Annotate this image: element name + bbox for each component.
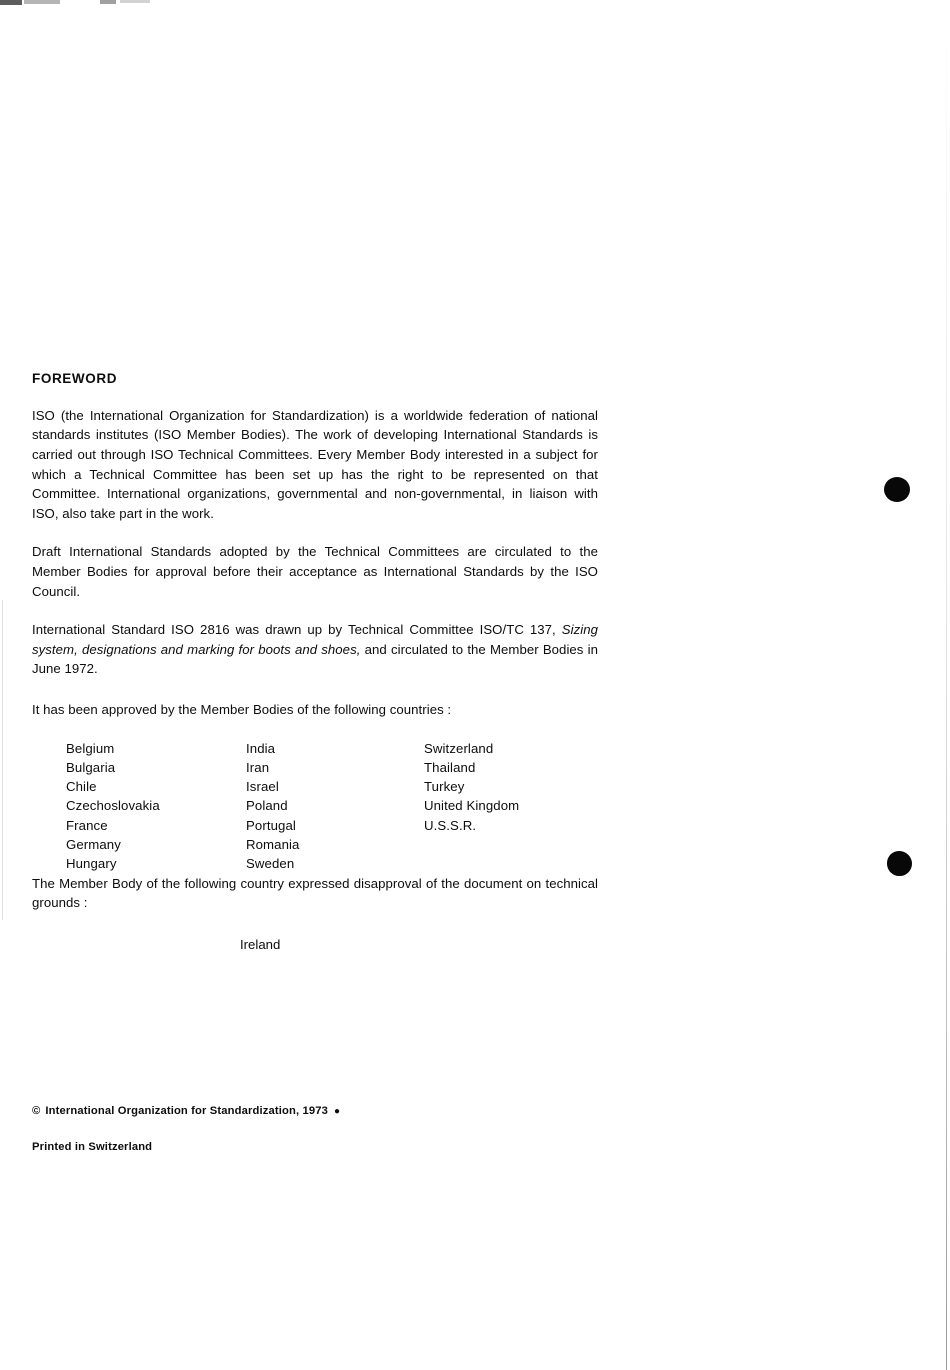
country-item: India <box>246 740 276 756</box>
country-item: Portugal <box>246 817 296 833</box>
country-item: Turkey <box>424 779 465 795</box>
country-item: Bulgaria <box>66 759 116 775</box>
country-item: U.S.S.R. <box>424 817 477 833</box>
scan-edge-line <box>946 0 947 1370</box>
country-item: Czechoslovakia <box>66 798 160 814</box>
scan-artifact-mark <box>0 0 22 5</box>
country-item: Hungary <box>66 856 117 872</box>
paragraph-standard-origin <box>32 620 598 679</box>
approving-countries-list <box>32 739 598 874</box>
page-title: FOREWORD <box>32 371 118 386</box>
disapproval-intro-text: The Member Body of the following country expressed disapproval of the document on technical grounds : <box>32 875 598 911</box>
country-item: Iran <box>246 759 270 775</box>
disapproving-country-item: Ireland <box>240 936 281 952</box>
standard-origin-after: and circulated to the Member Bodies in June 1972. <box>32 641 598 677</box>
scan-artifact-mark <box>100 0 116 4</box>
paragraph-scope: ISO (the International Organization for Standardization) is a worldwide federation of national standards institutes (ISO Member Bodies). The work of developing International Standards is carried out through ISO Technical Committees. Every Member Body interested in a subject for which a Technical Committee has been set up has the right to be represented on that Committee. International organizations, governmental and non-governmental, in liaison with ISO, also take part in the work. <box>32 407 598 521</box>
copyright-line <box>32 1105 632 1118</box>
countries-column-1 <box>66 739 246 874</box>
country-item: Germany <box>66 837 121 853</box>
paragraph-draft-circulation: Draft International Standards adopted by the Technical Committees are circulated to the Member Bodies for approval before their acceptance as International Standards by the ISO Council. <box>32 544 598 599</box>
printed-in-text: Printed in Switzerland <box>32 1141 153 1154</box>
country-item: France <box>66 817 108 833</box>
country-item: Poland <box>246 798 288 814</box>
country-item: Thailand <box>424 759 476 775</box>
country-item: Belgium <box>66 740 115 756</box>
scan-edge-line-left <box>2 600 3 920</box>
countries-column-3 <box>424 739 519 874</box>
standard-title-italic: Sizing system, designations and marking for boots and shoes, <box>32 622 598 657</box>
approval-intro-text: It has been approved by the Member Bodies of the following countries : <box>32 701 452 717</box>
page-footer <box>32 1105 632 1155</box>
country-item: Chile <box>66 779 97 795</box>
standard-origin-before: International Standard ISO 2816 was drawn up by Technical Committee ISO/TC 137, <box>32 622 562 638</box>
copyright-text: International Organization for Standardization, 1973 <box>45 1105 328 1117</box>
countries-column-2 <box>246 739 424 874</box>
scan-artifact-mark <box>120 0 150 3</box>
ink-dot-lower <box>887 851 912 876</box>
country-item: Israel <box>246 779 279 795</box>
country-item: Switzerland <box>424 740 494 756</box>
ink-dot-upper <box>884 477 910 502</box>
copyright-icon: © <box>32 1105 41 1117</box>
scan-artifact-mark <box>24 0 60 4</box>
country-item: Sweden <box>246 856 295 872</box>
foreword-content <box>32 372 598 954</box>
country-item: Romania <box>246 837 300 853</box>
country-item: United Kingdom <box>424 798 520 814</box>
end-mark-icon: ● <box>333 1106 341 1117</box>
